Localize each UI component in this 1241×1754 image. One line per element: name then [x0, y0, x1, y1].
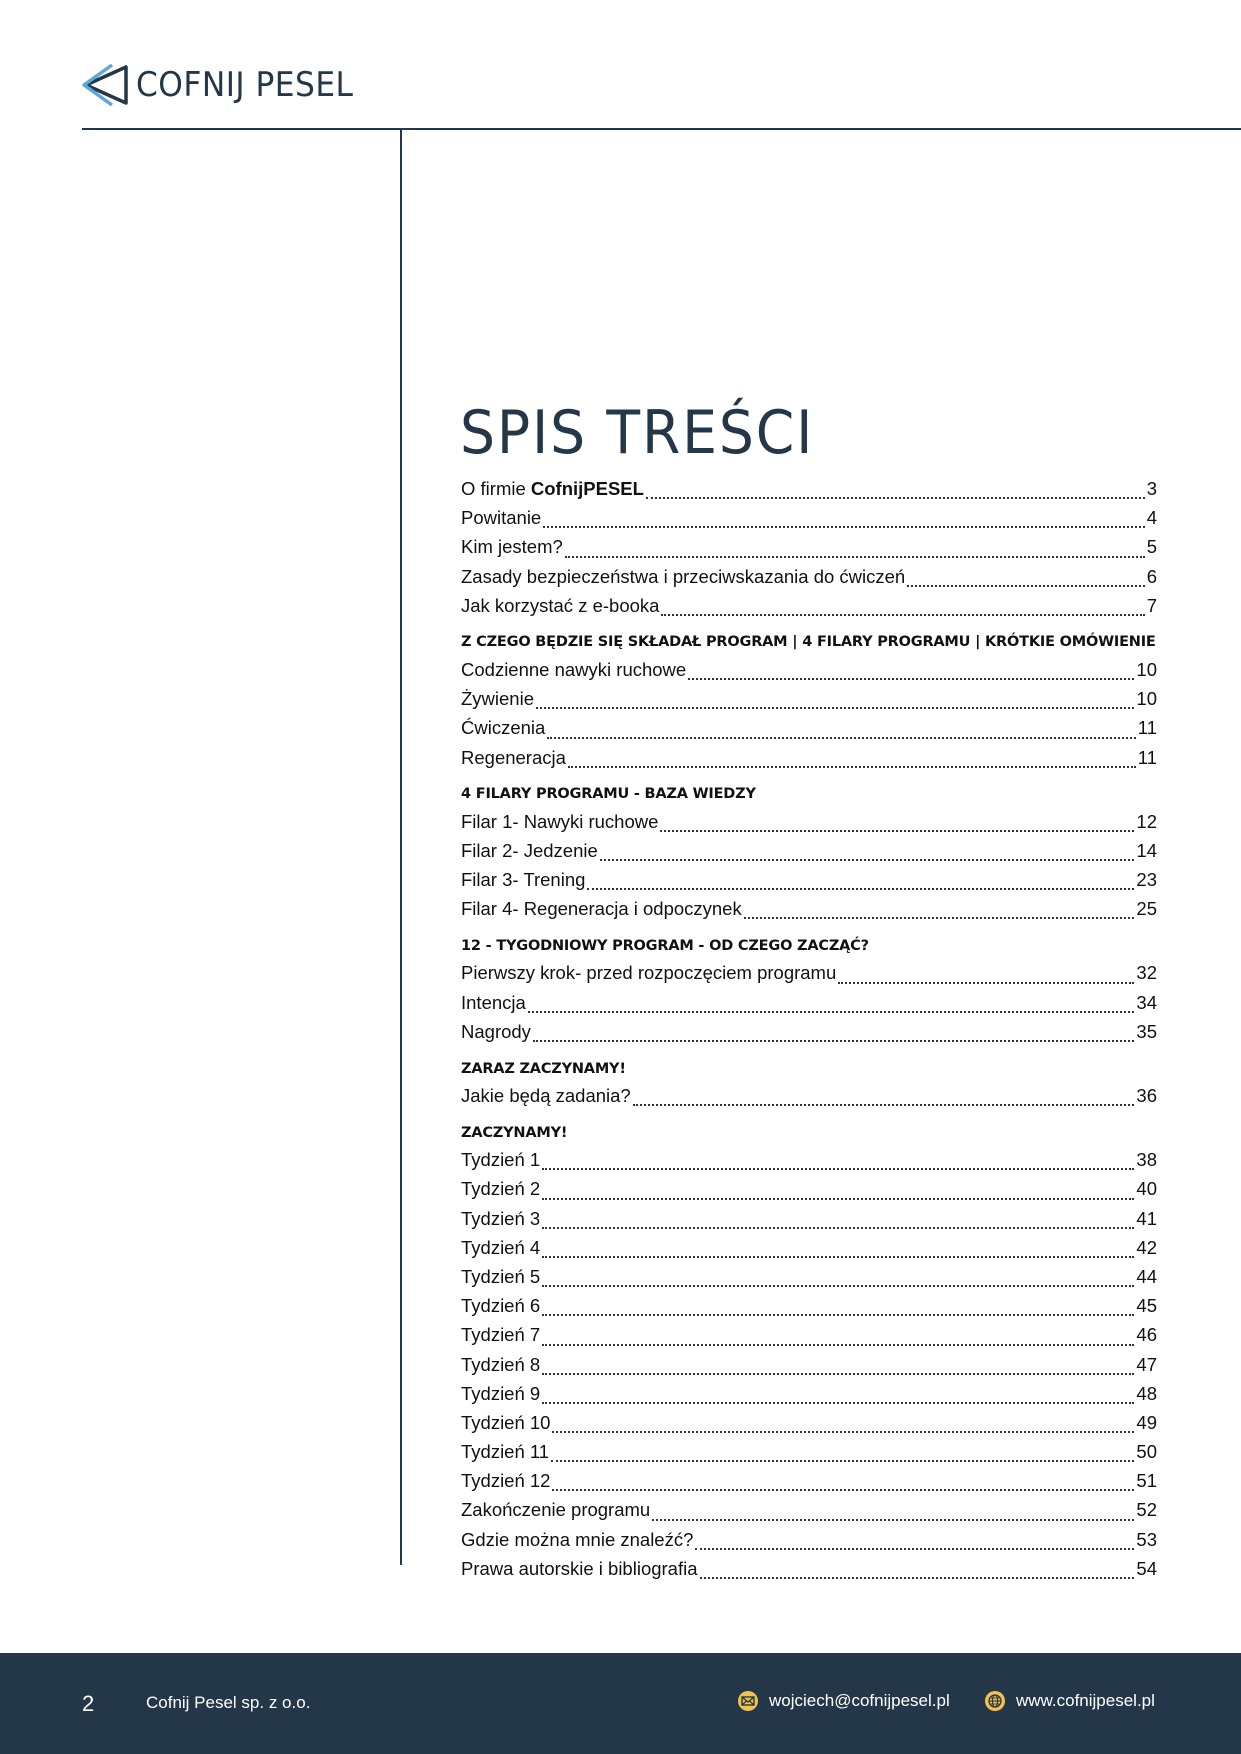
toc-entry-label-bold: CofnijPESEL: [530, 478, 644, 499]
toc-page-number: 40: [1136, 1178, 1157, 1200]
toc-entry-label-text: Tydzień 8: [461, 1353, 541, 1375]
vertical-divider: [400, 130, 402, 1565]
toc-entry[interactable]: [461, 1208, 1157, 1237]
toc-page-number: 34: [1136, 991, 1157, 1013]
toc-leader-dots: [542, 1197, 1134, 1200]
company-name: Cofnij Pesel sp. z o.o.: [146, 1693, 311, 1712]
page-title: SPIS TREŚCI: [460, 398, 815, 468]
toc-page-number: 47: [1136, 1353, 1157, 1375]
toc-entry-label: [461, 1499, 650, 1521]
logo-text: COFNIJ PESEL: [136, 65, 354, 105]
toc-entry-label-text: Tydzień 9: [461, 1382, 541, 1404]
toc-entry[interactable]: [461, 811, 1157, 840]
toc-entry[interactable]: [461, 478, 1157, 507]
toc-entry-label: [461, 1324, 540, 1346]
toc-page-number: 3: [1146, 478, 1157, 499]
toc-entry-label: [461, 840, 598, 862]
toc-page-number: 11: [1137, 717, 1157, 739]
toc-page-number: 38: [1136, 1149, 1157, 1171]
toc-entry[interactable]: [461, 1499, 1157, 1528]
toc-entry-label: [461, 1178, 540, 1200]
toc-entry-label-text: Ćwiczenia: [461, 717, 546, 739]
toc-entry[interactable]: [461, 747, 1157, 776]
toc-leader-dots: [660, 829, 1134, 832]
toc-leader-dots: [533, 1039, 1134, 1042]
toc-leader-dots: [542, 1226, 1134, 1229]
toc-leader-dots: [587, 887, 1134, 890]
toc-entry-label-text: Nagrody: [461, 1020, 531, 1042]
toc-section-heading: 12 - TYGODNIOWY PROGRAM - OD CZEGO ZACZĄĆ?: [461, 937, 869, 954]
toc-entry[interactable]: [461, 536, 1157, 565]
toc-entry-label-text: Tydzień 10: [461, 1411, 551, 1433]
footer-email[interactable]: [737, 1690, 950, 1712]
toc-entry[interactable]: [461, 1149, 1157, 1178]
toc-entry-label-text: Tydzień 4: [461, 1236, 541, 1258]
toc-leader-dots: [700, 1576, 1135, 1579]
toc-section-heading: ZARAZ ZACZYNAMY!: [461, 1060, 626, 1077]
toc-entry-label-text: Tydzień 2: [461, 1178, 541, 1200]
toc-page-number: 51: [1136, 1470, 1157, 1492]
toc-entry-label: [461, 1149, 540, 1171]
toc-entry[interactable]: [461, 1178, 1157, 1207]
toc-entry-label-text: Gdzie można mnie znaleźć?: [461, 1528, 694, 1550]
toc-entry-label: [461, 688, 534, 710]
toc-leader-dots: [551, 1459, 1134, 1462]
toc-entry[interactable]: [461, 1295, 1157, 1324]
toc-entry-label-text: Tydzień 6: [461, 1295, 541, 1317]
toc-entry[interactable]: [461, 1470, 1157, 1499]
toc-leader-dots: [652, 1518, 1134, 1521]
toc-entry-label-text: Filar 2- Jedzenie: [461, 839, 598, 861]
toc-entry-label: [461, 1529, 693, 1551]
toc-entry-label: [461, 1383, 540, 1405]
toc-page-number: 5: [1146, 536, 1157, 558]
toc-page-number: 41: [1136, 1207, 1157, 1229]
toc-leader-dots: [542, 1343, 1134, 1346]
toc-page-number: 11: [1137, 746, 1157, 768]
toc-page-number: 48: [1136, 1382, 1157, 1404]
toc-page-number: 14: [1136, 839, 1157, 861]
toc-entry[interactable]: [461, 1354, 1157, 1383]
toc-entry[interactable]: [461, 507, 1157, 536]
toc-entry-label: [461, 811, 658, 833]
toc-entry-label-text: Powitanie: [461, 507, 542, 529]
toc-entry[interactable]: [461, 1412, 1157, 1441]
toc-entry-label: [461, 1208, 540, 1230]
website-text[interactable]: www.cofnijpesel.pl: [1016, 1691, 1155, 1710]
toc-page-number: 45: [1136, 1295, 1157, 1317]
logo-triangle-icon: [82, 64, 130, 106]
toc-page-number: 53: [1136, 1528, 1157, 1550]
toc-page-number: 36: [1136, 1085, 1157, 1106]
toc-entry[interactable]: [461, 992, 1157, 1021]
toc-leader-dots: [542, 1372, 1134, 1375]
toc-leader-dots: [565, 555, 1145, 558]
toc-leader-dots: [633, 1103, 1135, 1106]
toc-leader-dots: [552, 1488, 1134, 1491]
toc-entry[interactable]: [461, 1237, 1157, 1266]
toc-entry-label: [461, 1441, 549, 1463]
toc-leader-dots: [661, 613, 1144, 616]
toc-leader-dots: [536, 706, 1134, 709]
toc-entry[interactable]: [461, 1558, 1157, 1587]
toc-page-number: 35: [1136, 1020, 1157, 1042]
toc-section-heading: Z CZEGO BĘDZIE SIĘ SKŁADAŁ PROGRAM | 4 FILARY PROGRAMU | KRÓTKIE OMÓWIENIE: [461, 634, 1156, 651]
toc-page-number: 50: [1136, 1441, 1157, 1463]
toc-entry-label-text: Tydzień 7: [461, 1324, 541, 1346]
toc-entry[interactable]: [461, 1021, 1157, 1050]
toc-leader-dots: [568, 765, 1136, 768]
toc-page-number: 25: [1136, 898, 1157, 920]
table-of-contents: [461, 478, 1157, 1587]
toc-entry-label-text: Pierwszy krok- przed rozpoczęciem programu: [461, 962, 837, 984]
toc-entry[interactable]: [461, 1324, 1157, 1353]
globe-icon: [984, 1690, 1006, 1712]
toc-entry-label-text: Codzienne nawyki ruchowe: [461, 658, 687, 680]
toc-entry-label: [461, 1558, 698, 1580]
toc-entry[interactable]: [461, 659, 1157, 688]
toc-entry-label-text: O firmie: [461, 478, 531, 499]
toc-leader-dots: [646, 496, 1145, 499]
toc-entry-label-text: Żywienie: [461, 688, 534, 710]
toc-entry-label-text: Jak korzystać z e-booka: [461, 594, 660, 616]
toc-entry-label: [461, 566, 905, 588]
toc-page-number: 6: [1146, 565, 1157, 587]
toc-entry-label: [461, 1085, 631, 1107]
toc-entry-label-text: Jakie będą zadania?: [461, 1085, 631, 1106]
toc-page-number: 23: [1136, 869, 1157, 891]
toc-leader-dots: [542, 1255, 1134, 1258]
toc-entry[interactable]: [461, 595, 1157, 624]
toc-page-number: 7: [1146, 594, 1157, 616]
toc-entry-label: [461, 659, 686, 681]
logo: [82, 64, 372, 106]
page-number: 2: [82, 1691, 95, 1716]
toc-entry[interactable]: [461, 1441, 1157, 1470]
toc-entry-label: [461, 1021, 531, 1043]
toc-page-number: 10: [1136, 688, 1157, 710]
toc-entry-label: [461, 536, 563, 558]
toc-leader-dots: [542, 1313, 1134, 1316]
toc-entry-label: [461, 1295, 540, 1317]
toc-section-heading: 4 FILARY PROGRAMU - BAZA WIEDZY: [461, 786, 756, 803]
toc-entry-label-text: Filar 1- Nawyki ruchowe: [461, 810, 659, 832]
toc-entry-label: [461, 717, 545, 739]
toc-leader-dots: [688, 677, 1134, 680]
toc-entry[interactable]: [461, 869, 1157, 898]
toc-entry[interactable]: [461, 840, 1157, 869]
toc-entry-label-text: Tydzień 12: [461, 1470, 551, 1492]
toc-entry-label-text: Regeneracja: [461, 746, 566, 768]
toc-entry-label-text: Filar 4- Regeneracja i odpoczynek: [461, 898, 742, 920]
toc-entry-label: [461, 898, 742, 920]
toc-entry-label-text: Tydzień 11: [461, 1441, 550, 1463]
email-text[interactable]: wojciech@cofnijpesel.pl: [769, 1691, 950, 1710]
toc-page-number: 10: [1136, 658, 1157, 680]
toc-entry-label: [461, 478, 644, 500]
toc-entry-label: [461, 992, 526, 1014]
toc-page-number: 49: [1136, 1411, 1157, 1433]
toc-leader-dots: [528, 1010, 1135, 1013]
toc-leader-dots: [542, 1284, 1134, 1287]
toc-leader-dots: [543, 525, 1144, 528]
toc-entry-label-text: Tydzień 1: [461, 1149, 541, 1171]
toc-entry-label: [461, 1266, 540, 1288]
toc-page-number: 4: [1146, 507, 1157, 529]
toc-section-heading: ZACZYNAMY!: [461, 1124, 568, 1141]
toc-entry-label-text: Filar 3- Trening: [461, 869, 586, 891]
envelope-icon: [737, 1690, 759, 1712]
toc-page-number: 52: [1136, 1499, 1157, 1521]
toc-entry-label: [461, 1470, 550, 1492]
footer: [0, 1653, 1241, 1754]
toc-entry-label: [461, 595, 659, 617]
toc-entry-label-text: Intencja: [461, 991, 526, 1013]
toc-entry-label-text: Kim jestem?: [461, 536, 563, 558]
toc-entry-label-text: Zakończenie programu: [461, 1499, 651, 1521]
toc-entry-label: [461, 507, 541, 529]
toc-entry[interactable]: [461, 898, 1157, 927]
toc-page-number: 46: [1136, 1324, 1157, 1346]
toc-entry[interactable]: [461, 1085, 1157, 1114]
toc-entry-label: [461, 1412, 550, 1434]
toc-entry[interactable]: [461, 717, 1157, 746]
toc-entry-label: [461, 962, 836, 984]
toc-page-number: 12: [1136, 810, 1157, 832]
toc-leader-dots: [838, 981, 1134, 984]
toc-entry[interactable]: [461, 1383, 1157, 1412]
toc-entry[interactable]: [461, 566, 1157, 595]
toc-entry[interactable]: [461, 1529, 1157, 1558]
toc-leader-dots: [552, 1430, 1134, 1433]
toc-page-number: 44: [1136, 1265, 1157, 1287]
toc-entry-label: [461, 869, 585, 891]
toc-entry-label: [461, 747, 566, 769]
footer-website[interactable]: [984, 1690, 1155, 1712]
toc-leader-dots: [744, 916, 1135, 919]
toc-page-number: 54: [1136, 1557, 1157, 1579]
toc-page-number: 32: [1136, 962, 1157, 984]
toc-entry-label-text: Prawa autorskie i bibliografia: [461, 1557, 698, 1579]
toc-leader-dots: [907, 584, 1144, 587]
toc-leader-dots: [547, 736, 1135, 739]
toc-entry[interactable]: [461, 962, 1157, 991]
toc-entry[interactable]: [461, 1266, 1157, 1295]
toc-entry-label: [461, 1237, 540, 1259]
header-divider: [82, 128, 1241, 130]
toc-entry-label-text: Zasady bezpieczeństwa i przeciwskazania do ćwiczeń: [461, 565, 906, 587]
toc-leader-dots: [600, 858, 1135, 861]
toc-entry-label-text: Tydzień 5: [461, 1265, 541, 1287]
toc-leader-dots: [695, 1547, 1134, 1550]
toc-page-number: 42: [1136, 1236, 1157, 1258]
toc-entry-label: [461, 1354, 540, 1376]
toc-leader-dots: [542, 1167, 1134, 1170]
toc-leader-dots: [542, 1401, 1134, 1404]
toc-entry[interactable]: [461, 688, 1157, 717]
toc-entry-label-text: Tydzień 3: [461, 1207, 541, 1229]
